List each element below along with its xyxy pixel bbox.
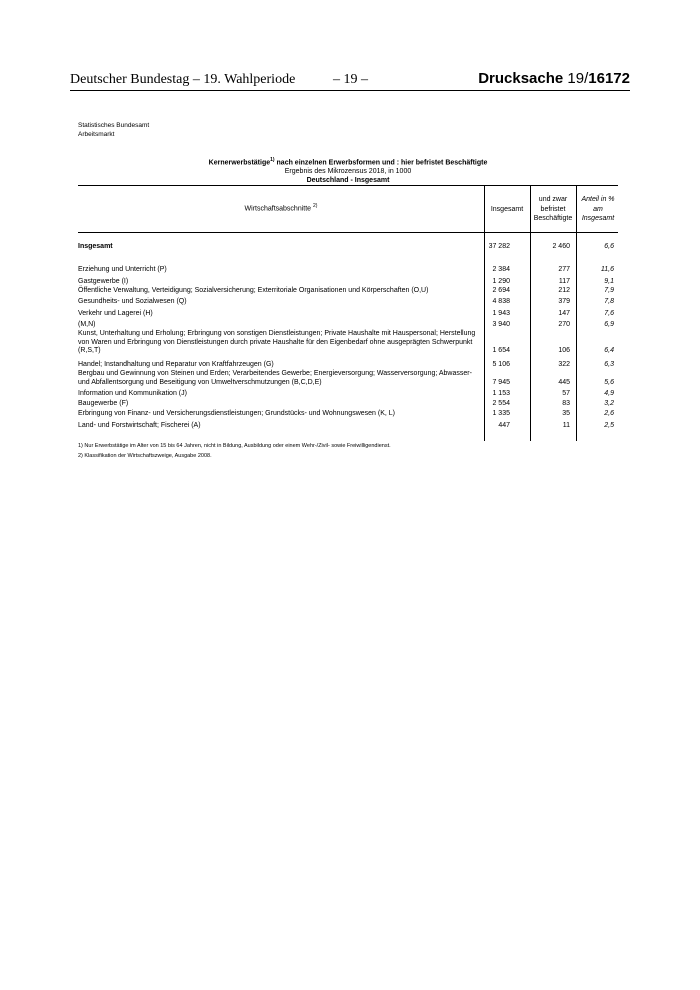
row-share: 4,9 — [604, 390, 614, 397]
column-header-fixed — [530, 195, 576, 224]
footnote-1: 1) Nur Erwerbstätige im Alter von 15 bis 64 Jahren, nicht in Bildung, Ausbildung oder einem Wehr-/Zivil- sowie Freiwilligendienst. — [78, 443, 391, 449]
row-label: Land- und Forstwirtschaft; Fischerei (A) — [78, 422, 201, 429]
row-label: Erziehung und Unterricht (P) — [78, 266, 167, 273]
header-rule — [70, 90, 630, 91]
row-fixed: 117 — [558, 278, 570, 285]
row-share: 3,2 — [604, 400, 614, 407]
row-share: 11,6 — [600, 266, 614, 273]
footnote-2: 2) Klassifikation der Wirtschaftszweige, Ausgabe 2008. — [78, 452, 212, 459]
title-line-2: Ergebnis des Mikrozensus 2018, in 1000 — [284, 167, 412, 175]
column-header-share-line1: Anteil in % — [581, 196, 615, 203]
column-header-fixed-line1: und zwar — [538, 196, 568, 203]
row-total: 7 945 — [492, 378, 510, 386]
row-label: Information und Kommunikation (J) — [78, 390, 187, 397]
row-fixed: 379 — [558, 298, 570, 305]
row-label: Öffentliche Verwaltung, Verteidigung; Sozialversicherung; Exterritoriale Organisationen und Körperschaften (O,U) — [78, 287, 429, 294]
row-share: 5,6 — [604, 378, 614, 386]
row-total: 3 940 — [492, 321, 510, 328]
row-fixed: 270 — [558, 321, 570, 328]
source-block — [78, 122, 149, 139]
column-header-section — [78, 203, 484, 212]
document-number — [478, 70, 630, 87]
title-main-part2: nach einzelnen Erwerbsformen und : hier befristet Beschäftigte — [274, 159, 488, 167]
row-label: Bergbau und Gewinnung von Steinen und Erden; Verarbeitendes Gewerbe; Energieversorgung; Wasserversorgung; Abwasser- und Abfallentsorgung und Beseitigung von Umweltverschmutzungen (B,C,D,E) — [78, 370, 472, 386]
row-share: 2,5 — [604, 422, 614, 429]
row-label: Handel; Instandhaltung und Reparatur von Kraftfahrzeugen (G) — [78, 361, 274, 368]
row-fixed: 35 — [562, 410, 570, 417]
row-total: 2 694 — [492, 287, 510, 294]
row-label: Gesundheits- und Sozialwesen (Q) — [78, 298, 187, 305]
row-fixed: 2 460 — [552, 243, 570, 250]
title-main-part1: Kernerwerbstätige — [208, 159, 271, 167]
table-top-rule — [78, 185, 618, 186]
document-number-value: 16172 — [588, 70, 630, 87]
row-fixed: 212 — [558, 287, 570, 294]
row-total: 1 290 — [492, 278, 510, 285]
column-header-section-label: Wirtschaftsabschnitte — [244, 205, 312, 213]
row-total: 1 654 — [492, 347, 510, 355]
column-header-share-line2: am — [593, 205, 603, 213]
row-total: 2 384 — [492, 266, 510, 273]
source-line-1: Statistisches Bundesamt — [78, 122, 150, 129]
row-label: Baugewerbe (F) — [78, 400, 129, 407]
row-fixed: 445 — [558, 378, 570, 386]
row-share: 7,8 — [604, 298, 614, 305]
row-share: 2,6 — [604, 410, 614, 417]
row-share: 9,1 — [604, 278, 614, 285]
footnotes — [78, 442, 391, 461]
page-number: – 19 – — [333, 72, 368, 87]
document-number-prefix: 19/ — [567, 70, 589, 87]
title-main-sup: 1) — [270, 157, 275, 163]
row-fixed: 57 — [562, 390, 570, 397]
header-bottom-rule — [78, 232, 618, 233]
header-left: Deutscher Bundestag – 19. Wahlperiode — [70, 72, 296, 87]
row-share: 6,9 — [604, 321, 614, 328]
row-total: 37 282 — [488, 243, 510, 250]
row-fixed: 106 — [558, 347, 570, 355]
row-total: 1 943 — [492, 310, 510, 317]
row-total: 4 838 — [492, 298, 510, 305]
column-header-total: Insgesamt — [490, 206, 524, 213]
column-header-share-line3: Insgesamt — [581, 215, 615, 222]
row-share: 6,4 — [604, 347, 614, 355]
column-header-section-sup: 2) — [313, 203, 318, 209]
row-total: 2 554 — [492, 400, 510, 407]
source-line-2: Arbeitsmarkt — [78, 130, 115, 138]
row-share: 6,3 — [604, 361, 614, 368]
row-total: 447 — [498, 422, 510, 429]
row-label: Insgesamt — [78, 243, 113, 250]
row-label: Verkehr und Lagerei (H) — [78, 310, 153, 317]
row-total: 1 153 — [492, 390, 510, 397]
row-fixed: 83 — [562, 400, 570, 407]
column-header-fixed-line3: Beschäftigte — [533, 215, 573, 222]
row-share: 7,9 — [604, 287, 614, 294]
column-header-fixed-line2: befristet — [540, 205, 566, 213]
table-title — [78, 156, 618, 185]
column-header-share — [577, 195, 619, 224]
row-label: Kunst, Unterhaltung und Erholung; Erbringung von sonstigen Dienstleistungen; Private Haushalte mit Hauspersonal; Herstellung von Waren und Erbringung von Dienstleistungen durch private Haushalte für den Eigenbedarf ohne ausgeprägten Schwerpunkt (R,S,T) — [78, 330, 476, 355]
row-total: 1 335 — [492, 410, 510, 417]
title-line-3: Deutschland - Insgesamt — [306, 176, 390, 184]
column-divider-1 — [484, 185, 485, 441]
row-fixed: 277 — [558, 266, 570, 273]
row-label: (M,N) — [78, 321, 96, 328]
row-total: 5 106 — [492, 361, 510, 368]
document-label: Drucksache — [478, 70, 564, 87]
row-label: Gastgewerbe (I) — [78, 278, 129, 285]
row-fixed: 11 — [562, 422, 570, 429]
row-share: 6,6 — [604, 243, 614, 250]
row-fixed: 147 — [558, 310, 570, 317]
title-main — [78, 156, 618, 168]
row-label: Erbringung von Finanz- und Versicherungsdienstleistungen; Grundstücks- und Wohnungswesen (K, L) — [78, 410, 395, 417]
row-share: 7,6 — [604, 310, 614, 317]
row-fixed: 322 — [558, 361, 570, 368]
